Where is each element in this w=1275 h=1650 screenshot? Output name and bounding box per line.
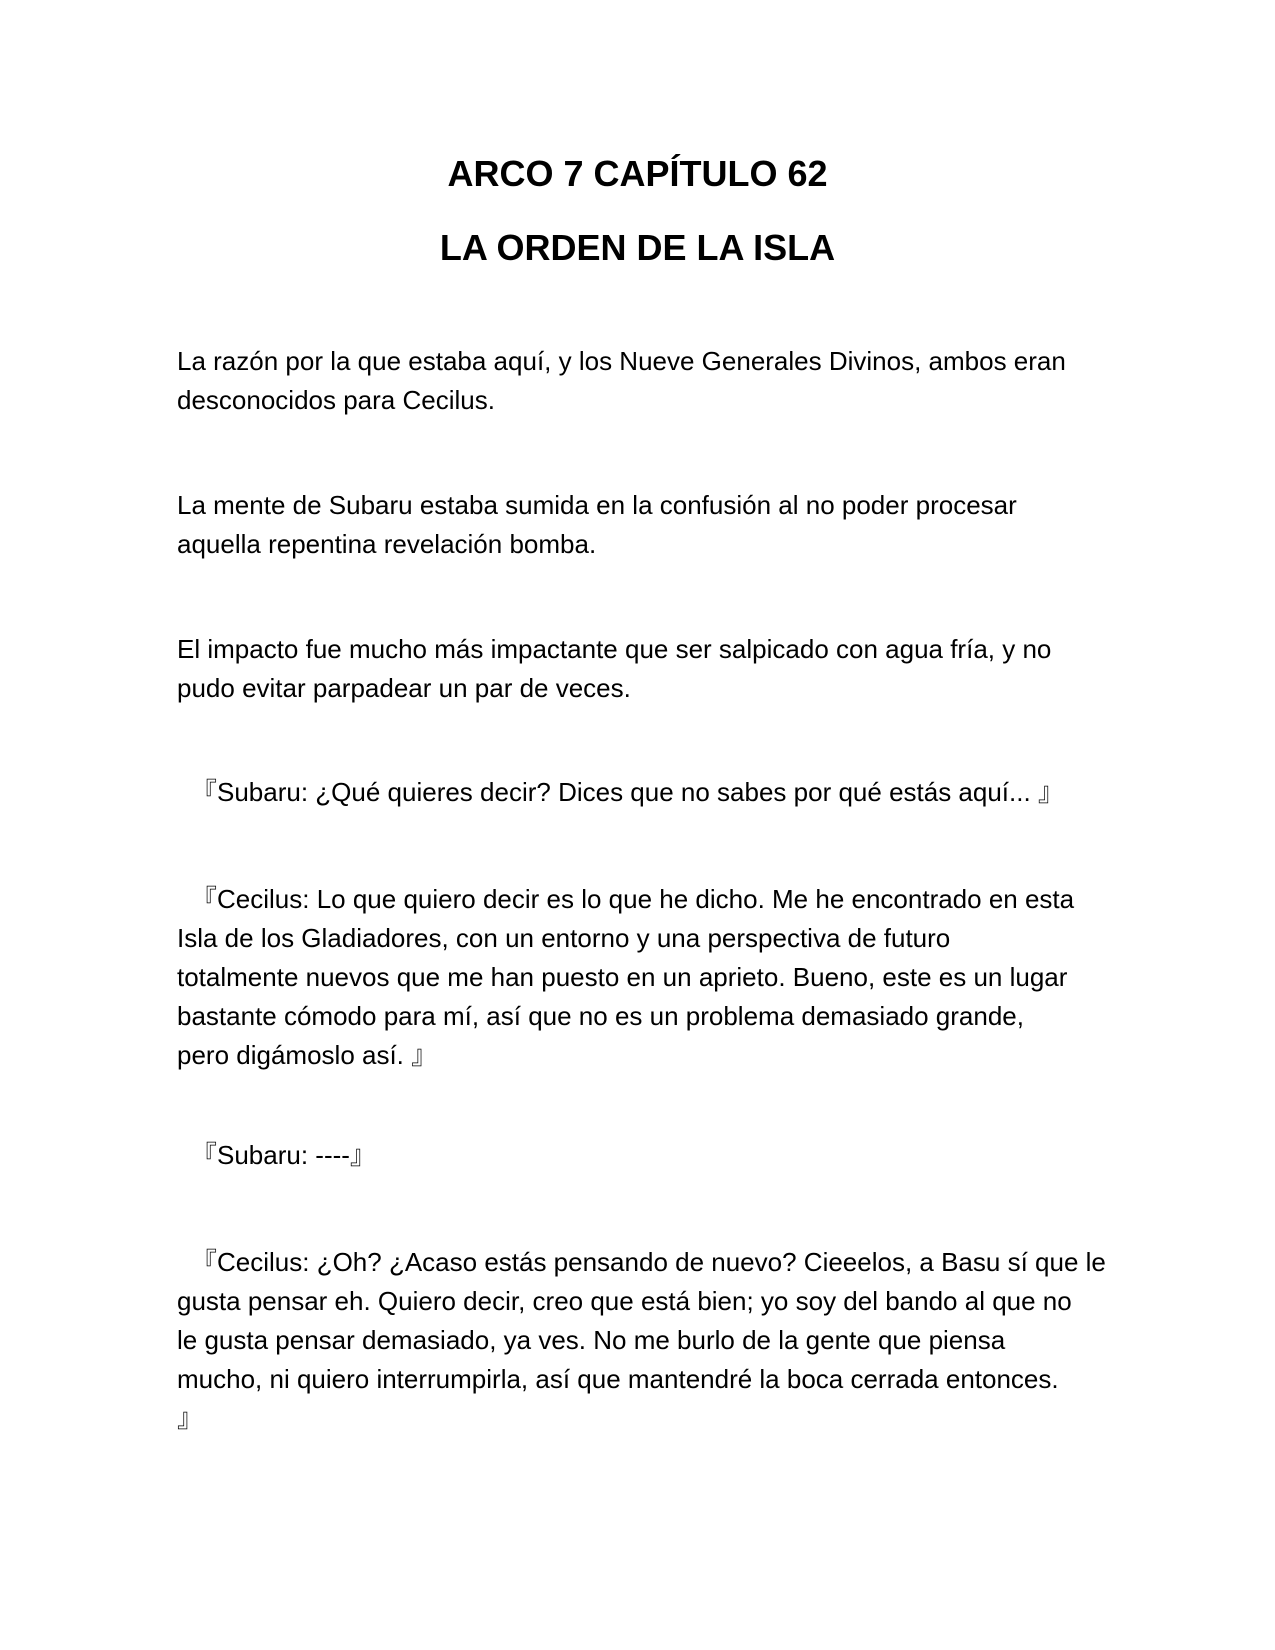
text-line: 『Cecilus: ¿Oh? ¿Acaso estás pensando de nuevo? Cieeelos, a Basu sí que le <box>191 1247 1106 1277</box>
dialogue-subaru <box>177 773 1107 812</box>
text-line: gusta pensar eh. Quiero decir, creo que está bien; yo soy del bando al que no <box>177 1286 1072 1316</box>
text-line: totalmente nuevos que me han puesto en un aprieto. Bueno, este es un lugar <box>177 962 1068 992</box>
text-line: 』 <box>177 1403 204 1433</box>
dialogue-subaru <box>177 1136 1107 1175</box>
chapter-subtitle: LA ORDEN DE LA ISLA <box>439 227 836 268</box>
text-line: pudo evitar parpadear un par de veces. <box>177 673 631 703</box>
text-line: bastante cómodo para mí, así que no es un problema demasiado grande, <box>177 1001 1024 1031</box>
narration-paragraph <box>177 486 1107 564</box>
text-line: aquella repentina revelación bomba. <box>177 529 597 559</box>
text-line: 『Subaru: ----』 <box>191 1140 376 1170</box>
dialogue-cecilus <box>177 1243 1107 1438</box>
text-line: 『Subaru: ¿Qué quieres decir? Dices que no sabes por qué estás aquí... 』 <box>191 777 1064 807</box>
chapter-title: ARCO 7 CAPÍTULO 62 <box>447 153 828 194</box>
text-line: La mente de Subaru estaba sumida en la confusión al no poder procesar <box>177 490 1017 520</box>
dialogue-cecilus <box>177 880 1107 1075</box>
text-line: pero digámoslo así. 』 <box>177 1040 438 1070</box>
narration-paragraph <box>177 342 1107 420</box>
text-line: 『Cecilus: Lo que quiero decir es lo que he dicho. Me he encontrado en esta <box>191 884 1075 914</box>
text-line: desconocidos para Cecilus. <box>177 385 495 415</box>
text-line: Isla de los Gladiadores, con un entorno y una perspectiva de futuro <box>177 923 951 953</box>
text-line: La razón por la que estaba aquí, y los Nueve Generales Divinos, ambos eran <box>177 346 1066 376</box>
text-line: mucho, ni quiero interrumpirla, así que mantendré la boca cerrada entonces. <box>177 1364 1059 1394</box>
text-line: El impacto fue mucho más impactante que ser salpicado con agua fría, y no <box>177 634 1052 664</box>
text-line: le gusta pensar demasiado, ya ves. No me burlo de la gente que piensa <box>177 1325 1006 1355</box>
narration-paragraph <box>177 630 1107 708</box>
